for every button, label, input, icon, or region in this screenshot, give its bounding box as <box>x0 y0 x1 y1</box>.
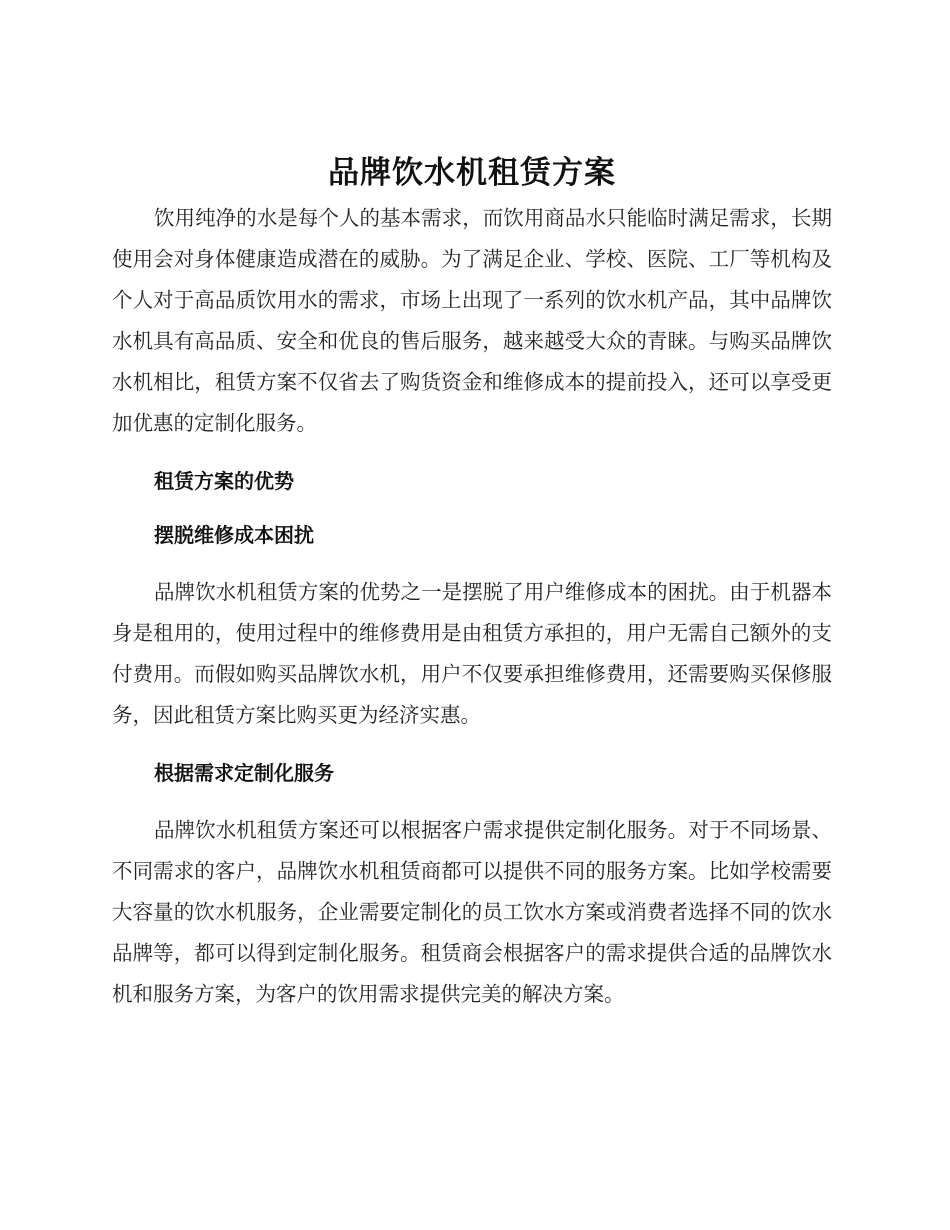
document-title: 品牌饮水机租赁方案 <box>328 155 616 191</box>
intro-paragraph: 饮用纯净的水是每个人的基本需求，而饮用商品水只能临时满足需求，长期使用会对身体健康造成潜在的威胁。为了满足企业、学校、医院、工厂等机构及个人对于高品质饮用水的需求，市场上出现了一系列的饮水机产品，其中品牌饮水机具有高品质、安全和优良的售后服务，越来越受大众的青睐。与购买品牌饮水机相比，租赁方案不仅省去了购货资金和维修成本的提前投入，还可以享受更加优惠的定制化服务。 <box>112 206 832 435</box>
document-page <box>112 148 832 1015</box>
subsection-heading-maintenance: 摆脱维修成本困扰 <box>154 523 314 547</box>
subsection-body-customization: 品牌饮水机租赁方案还可以根据客户需求提供定制化服务。对于不同场景、不同需求的客户，品牌饮水机租赁商都可以提供不同的服务方案。比如学校需要大容量的饮水机服务，企业需要定制化的员工饮水方案或消费者选择不同的饮水品牌等，都可以得到定制化服务。租赁商会根据客户的需求提供合适的品牌饮水机和服务方案，为客户的饮用需求提供完美的解决方案。 <box>112 818 832 1006</box>
subsection-body-maintenance: 品牌饮水机租赁方案的优势之一是摆脱了用户维修成本的困扰。由于机器本身是租用的，使用过程中的维修费用是由租赁方承担的，用户无需自己额外的支付费用。而假如购买品牌饮水机，用户不仅要承担维修费用，还需要购买保修服务，因此租赁方案比购买更为经济实惠。 <box>112 580 832 727</box>
section-heading: 租赁方案的优势 <box>154 469 294 493</box>
subsection-heading-customization: 根据需求定制化服务 <box>154 761 334 785</box>
